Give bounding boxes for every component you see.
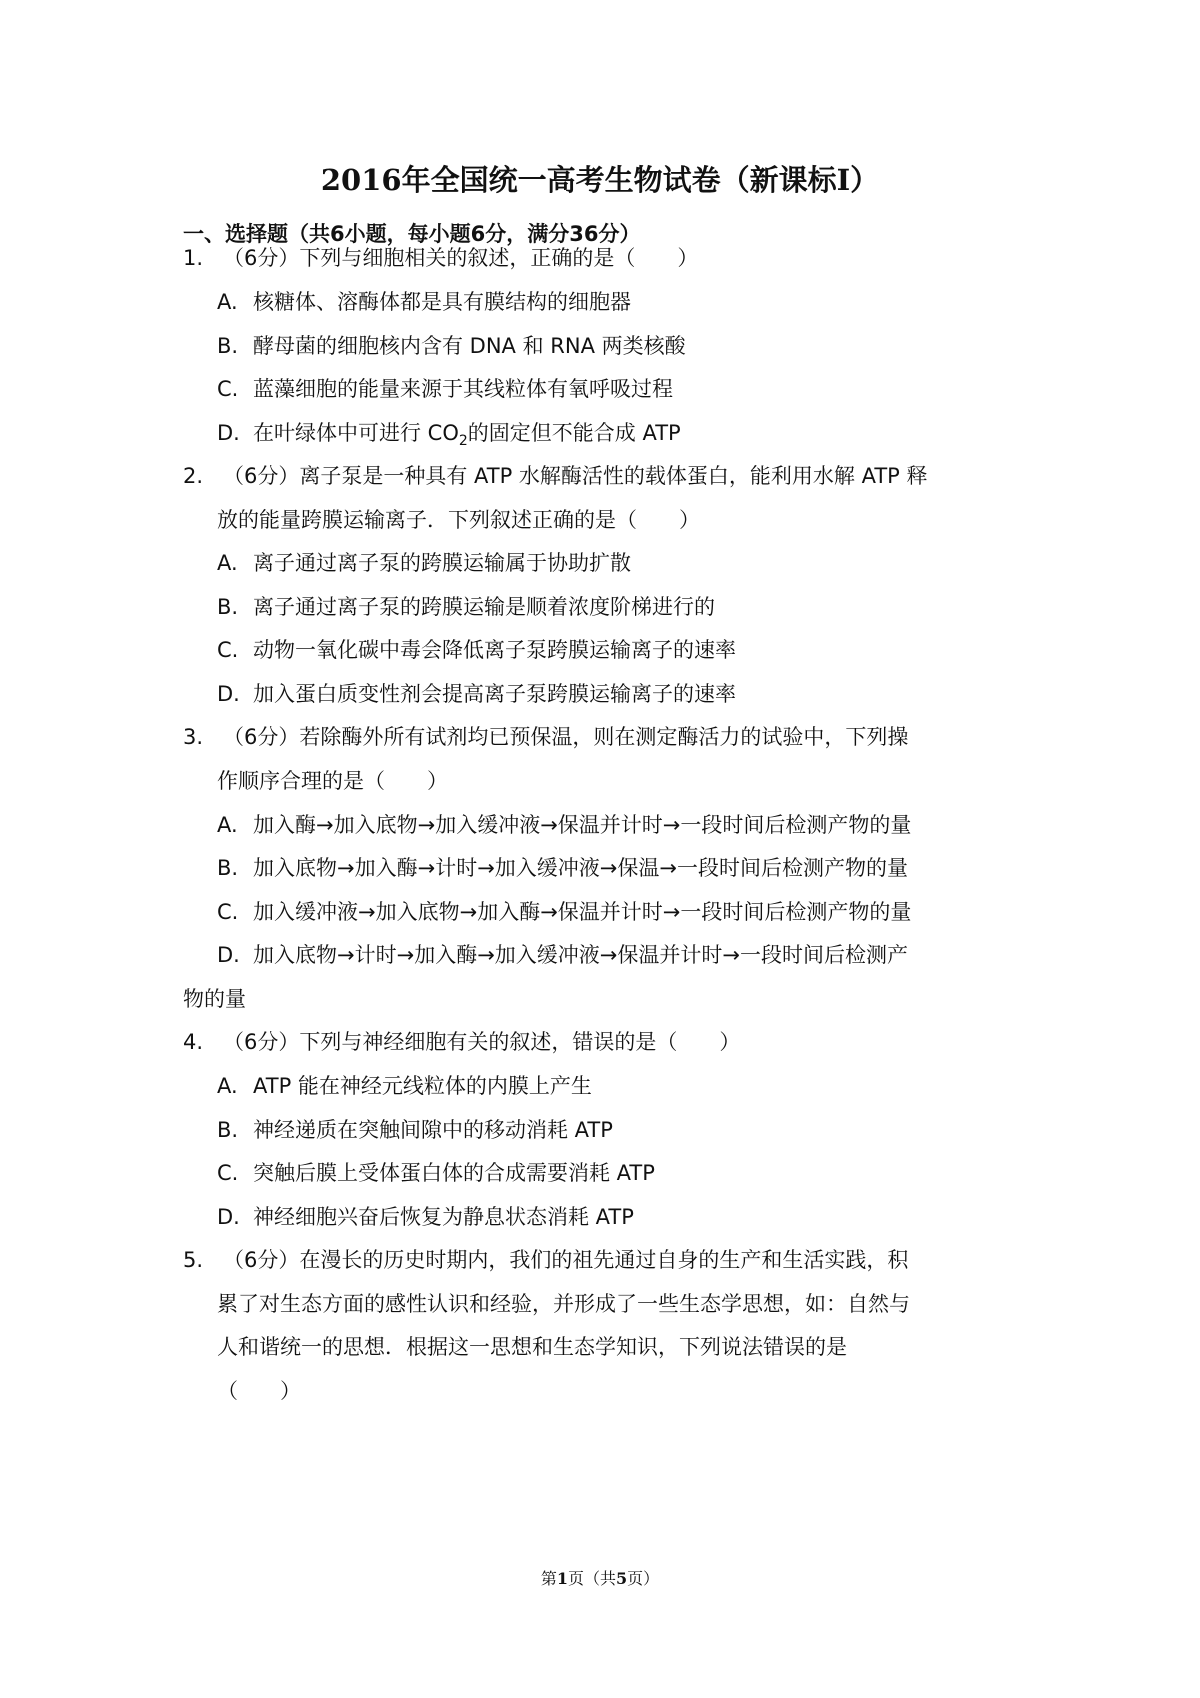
question-2-option-d: D. 加入蛋白质变性剂会提高离子泵跨膜运输离子的速率 xyxy=(217,682,736,706)
total-page-count: 5 xyxy=(616,1569,628,1588)
question-5-stem-cont-2: 人和谐统一的思想．根据这一思想和生态学知识，下列说法错误的是 xyxy=(217,1335,847,1359)
question-3-option-a: A. 加入酶→加入底物→加入缓冲液→保温并计时→一段时间后检测产物的量 xyxy=(217,813,912,837)
question-3-option-d-cont: 物的量 xyxy=(183,987,246,1011)
question-4-stem: 4. （6分）下列与神经细胞有关的叙述，错误的是（ ） xyxy=(183,1027,740,1057)
question-2-option-b: B. 离子通过离子泵的跨膜运输是顺着浓度阶梯进行的 xyxy=(217,595,715,619)
question-number: 1. xyxy=(183,246,204,270)
question-2-option-a: A. 离子通过离子泵的跨膜运输属于协助扩散 xyxy=(217,551,631,575)
question-4-option-b: B. 神经递质在突触间隙中的移动消耗 ATP xyxy=(217,1118,613,1142)
current-page-number: 1 xyxy=(556,1569,568,1588)
page-footer: 第1页（共5页） xyxy=(540,1569,660,1588)
question-1-stem: 1. （6分）下列与细胞相关的叙述，正确的是（ ） xyxy=(183,243,698,273)
question-4-option-c: C. 突触后膜上受体蛋白体的合成需要消耗 ATP xyxy=(217,1161,655,1185)
question-3-option-c: C. 加入缓冲液→加入底物→加入酶→保温并计时→一段时间后检测产物的量 xyxy=(217,900,912,924)
question-number: 3. xyxy=(183,725,204,749)
section-heading: 一、选择题（共6小题，每小题6分，满分36分） xyxy=(183,222,641,246)
question-3-option-d: D. 加入底物→计时→加入酶→加入缓冲液→保温并计时→一段时间后检测产 xyxy=(217,943,908,967)
question-2-stem: 2. （6分）离子泵是一种具有 ATP 水解酶活性的载体蛋白，能利用水解 ATP 释 xyxy=(183,461,928,491)
question-2-stem-cont: 放的能量跨膜运输离子．下列叙述正确的是（ ） xyxy=(217,508,700,532)
question-1-option-d: D. 在叶绿体中可进行 $CO_2$的固定但不能合成 ATP xyxy=(217,421,681,450)
page-title: 2016年全国统一高考生物试卷（新课标Ⅰ） xyxy=(320,163,880,197)
question-4-option-d: D. 神经细胞兴奋后恢复为静息状态消耗 ATP xyxy=(217,1205,634,1229)
question-3-option-b: B. 加入底物→加入酶→计时→加入缓冲液→保温→一段时间后检测产物的量 xyxy=(217,856,908,880)
question-2-option-c: C. 动物一氧化碳中毒会降低离子泵跨膜运输离子的速率 xyxy=(217,638,736,662)
question-4-option-a: A. ATP 能在神经元线粒体的内膜上产生 xyxy=(217,1074,592,1098)
question-5-stem: 5. （6分）在漫长的历史时期内，我们的祖先通过自身的生产和生活实践，积 xyxy=(183,1245,908,1275)
question-number: 2. xyxy=(183,464,204,488)
question-1-option-b: B. 酵母菌的细胞核内含有 DNA 和 RNA 两类核酸 xyxy=(217,334,686,358)
question-3-stem: 3. （6分）若除酶外所有试剂均已预保温，则在测定酶活力的试验中，下列操 xyxy=(183,722,908,752)
question-1-option-c: C. 蓝藻细胞的能量来源于其线粒体有氧呼吸过程 xyxy=(217,377,673,401)
question-3-stem-cont: 作顺序合理的是（ ） xyxy=(217,769,448,793)
question-5-stem-cont-1: 累了对生态方面的感性认识和经验，并形成了一些生态学思想，如：自然与 xyxy=(217,1292,910,1316)
question-number: 5. xyxy=(183,1248,204,1272)
question-number: 4. xyxy=(183,1030,204,1054)
question-5-stem-cont-3: （ ） xyxy=(217,1379,301,1403)
question-1-option-a: A. 核糖体、溶酶体都是具有膜结构的细胞器 xyxy=(217,290,631,314)
